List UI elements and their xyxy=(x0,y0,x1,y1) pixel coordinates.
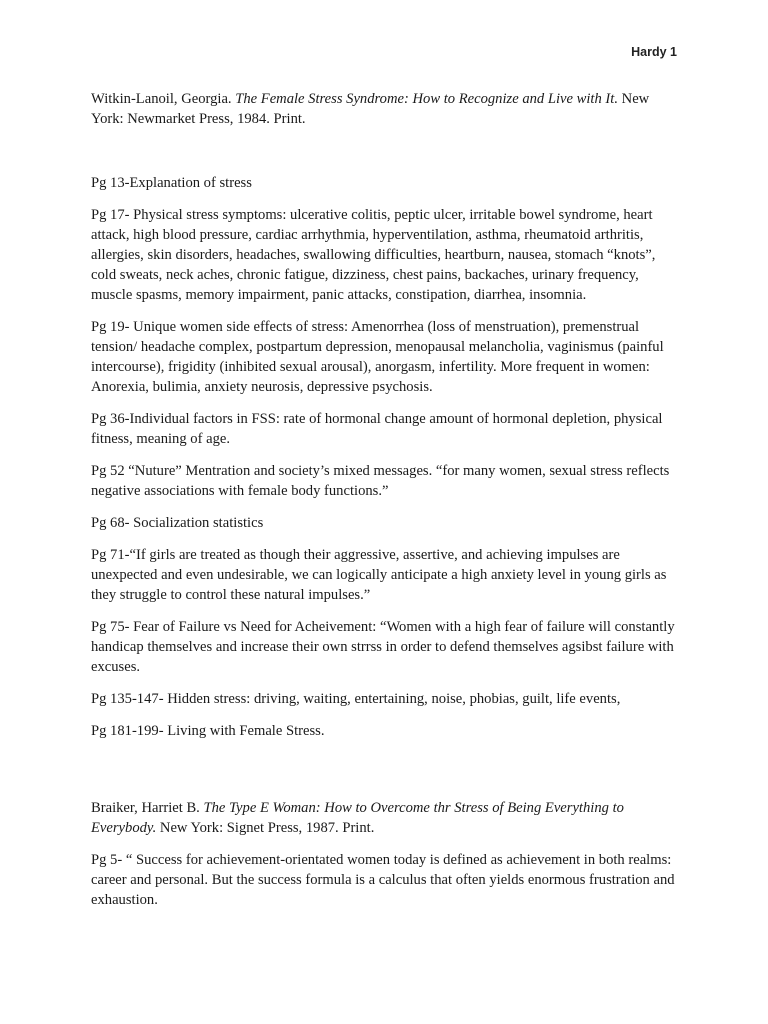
note-paragraph: Pg 5- “ Success for achievement-orientated women today is defined as achievement in both realms: career and personal. But the success formula is a calculus that often yields enormous frustration and exhaustion. xyxy=(91,852,675,908)
note-paragraph: Pg 13-Explanation of stress xyxy=(91,175,252,191)
note-paragraph: Pg 36-Individual factors in FSS: rate of hormonal change amount of hormonal depletion, physical fitness, meaning of age. xyxy=(91,411,663,447)
document-body xyxy=(91,89,681,922)
citation-publication: New York: Signet Press, 1987. Print. xyxy=(156,820,375,836)
citation-title: The Type E Woman: How to Overcome thr Stress of Being Everything to Everybody. xyxy=(91,800,624,836)
citation-braiker xyxy=(91,798,681,838)
page-header: Hardy 1 xyxy=(631,45,677,59)
citation-publication: New York: Newmarket Press, 1984. Print. xyxy=(91,91,650,127)
section-gap xyxy=(91,753,681,798)
note-paragraph: Pg 75- Fear of Failure vs Need for Acheivement: “Women with a high fear of failure will constantly handicap themselves and increase their own strrss in order to defend themselves agsibst failure with excuses. xyxy=(91,619,675,675)
citation-author: Witkin-Lanoil, Georgia. xyxy=(91,91,236,107)
note-paragraph: Pg 68- Socialization statistics xyxy=(91,515,264,531)
note-paragraph: Pg 135-147- Hidden stress: driving, waiting, entertaining, noise, phobias, guilt, life events, xyxy=(91,691,621,707)
section-gap xyxy=(91,129,681,173)
note-paragraph: Pg 19- Unique women side effects of stress: Amenorrhea (loss of menstruation), premenstrual tension/ headache complex, postpartum depression, menopausal melancholia, vaginismus (painful intercourse), frigidity (inhibited sexual arousal), anorgasm, infertility. More frequent in women: Anorexia, bulimia, anxiety neurosis, depressive psychosis. xyxy=(91,319,664,395)
note-paragraph: Pg 71-“If girls are treated as though their aggressive, assertive, and achieving impulses are unexpected and even undesirable, we can logically anticipate a high anxiety level in young girls as they struggle to control these natural impulses.” xyxy=(91,547,667,603)
note-paragraph: Pg 52 “Nuture” Mentration and society’s mixed messages. “for many women, sexual stress reflects negative associations with female body functions.” xyxy=(91,463,670,499)
citation-title: The Female Stress Syndrome: How to Recognize and Live with It. xyxy=(235,91,618,107)
citation-witkin-lanoil xyxy=(91,89,681,129)
note-paragraph: Pg 17- Physical stress symptoms: ulcerative colitis, peptic ulcer, irritable bowel syndrome, heart attack, high blood pressure, cardiac arrhythmia, hyperventilation, asthma, rheumatoid arthritis, allergies, skin disorders, headaches, swallowing difficulties, heartburn, nausea, stomach “knots”, cold sweats, neck aches, chronic fatigue, dizziness, chest pains, backaches, urinary frequency, muscle spasms, memory impairment, panic attacks, constipation, diarrhea, insomnia. xyxy=(91,207,656,303)
citation-author: Braiker, Harriet B. xyxy=(91,800,204,816)
note-paragraph: Pg 181-199- Living with Female Stress. xyxy=(91,723,325,739)
